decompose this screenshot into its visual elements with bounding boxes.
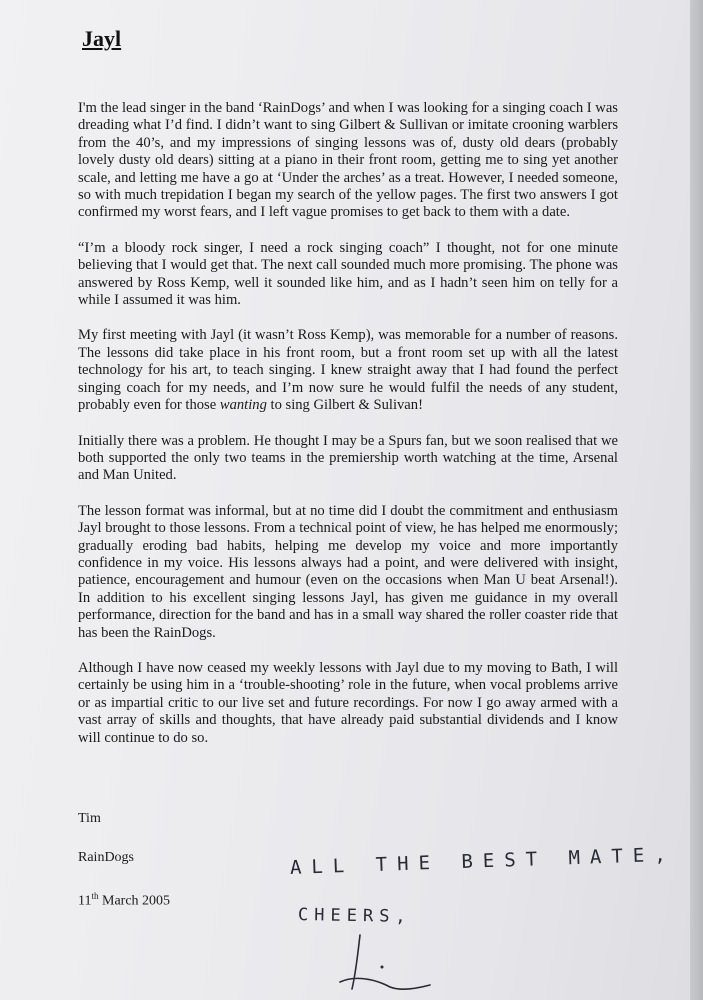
handwritten-line-1: ALL THE BEST MATE, (289, 843, 677, 879)
signer-name: Tim (78, 811, 101, 826)
handwritten-note (289, 843, 677, 995)
paragraph-1: I'm the lead singer in the band ‘RainDogs’ and when I was looking for a singing coach I was dreading what I’d find. I didn’t want to sing Gilbert & Sullivan or imitate crooning warblers from the 40’s, and my impressions of singing lessons was of, dusty old dears (probably lovely dusty old dears) sitting at a piano in their front room, getting me to sing yet another scale, and letting me have a go at ‘Under the arches’ as a treat. However, I needed someone, so with much trepidation I began my search of the yellow pages. The first two answers I got confirmed my worst fears, and I left vague promises to get back to them with a date. (78, 100, 618, 221)
date-month-year: March 2005 (98, 893, 171, 909)
paragraph-4: Initially there was a problem. He thought I may be a Spurs fan, but we soon realised that we both supported the only two teams in the premiership worth watching at the time, Arsenal and Man United. (78, 432, 618, 484)
paragraph-6: Although I have now ceased my weekly lessons with Jayl due to my moving to Bath, I will certainly be using him in a ‘trouble-shooting’ role in the future, when vocal problems arrive or as impartial critic to our live set and future recordings. For now I go away armed with a vast array of skills and thoughts, that have already paid substantial dividends and I know will continue to do so. (78, 659, 618, 746)
letter-date (78, 888, 170, 910)
paragraph-3-end: to sing Gilbert & Sulivan! (266, 397, 423, 414)
paragraph-3-emphasis: wanting (219, 397, 267, 414)
page-title: Jayl (82, 26, 122, 51)
page-edge (690, 0, 703, 1000)
date-suffix: th (91, 891, 99, 901)
paragraph-5: The lesson format was informal, but at no time did I doubt the commitment and enthusiasm Jayl brought to those lessons. From a technical point of view, he has helped me enormously; gradually eroding bad habits, helping me develop my voice and more importantly confidence in my voice. His lessons always had a point, and were delivered with insight, patience, encouragement and humour (even on the occasions when Man U beat Arsenal!). In addition to his excellent singing lessons Jayl, has given me guidance in my overall performance, direction for the band and has in a small way shared the roller coaster ride that has been the RainDogs. (78, 502, 618, 641)
handwritten-line-2: CHEERS, (297, 905, 412, 927)
date-day: 11 (78, 893, 92, 909)
handwritten-signature-icon (330, 927, 450, 997)
signer-band: RainDogs (78, 850, 134, 865)
letter-body (78, 100, 618, 765)
paragraph-3 (78, 327, 618, 414)
paragraph-2: “I’m a bloody rock singer, I need a rock singing coach” I thought, not for one minute believing that I would get that. The next call sounded much more promising. The phone was answered by Ross Kemp, well it sounded like him, and as I hadn’t seen him on telly for a while I assumed it was him. (78, 239, 618, 309)
paragraph-3-text: My first meeting with Jayl (it wasn’t Ross Kemp), was memorable for a number of reasons. The lessons did take place in his front room, but a front room set up with all the latest technology for his art, to teach singing. I knew straight away that I had found the perfect singing coach for my needs, and I’m now sure he would fulfil the needs of any student, probably even for those (78, 327, 618, 414)
signature-block (78, 810, 170, 932)
